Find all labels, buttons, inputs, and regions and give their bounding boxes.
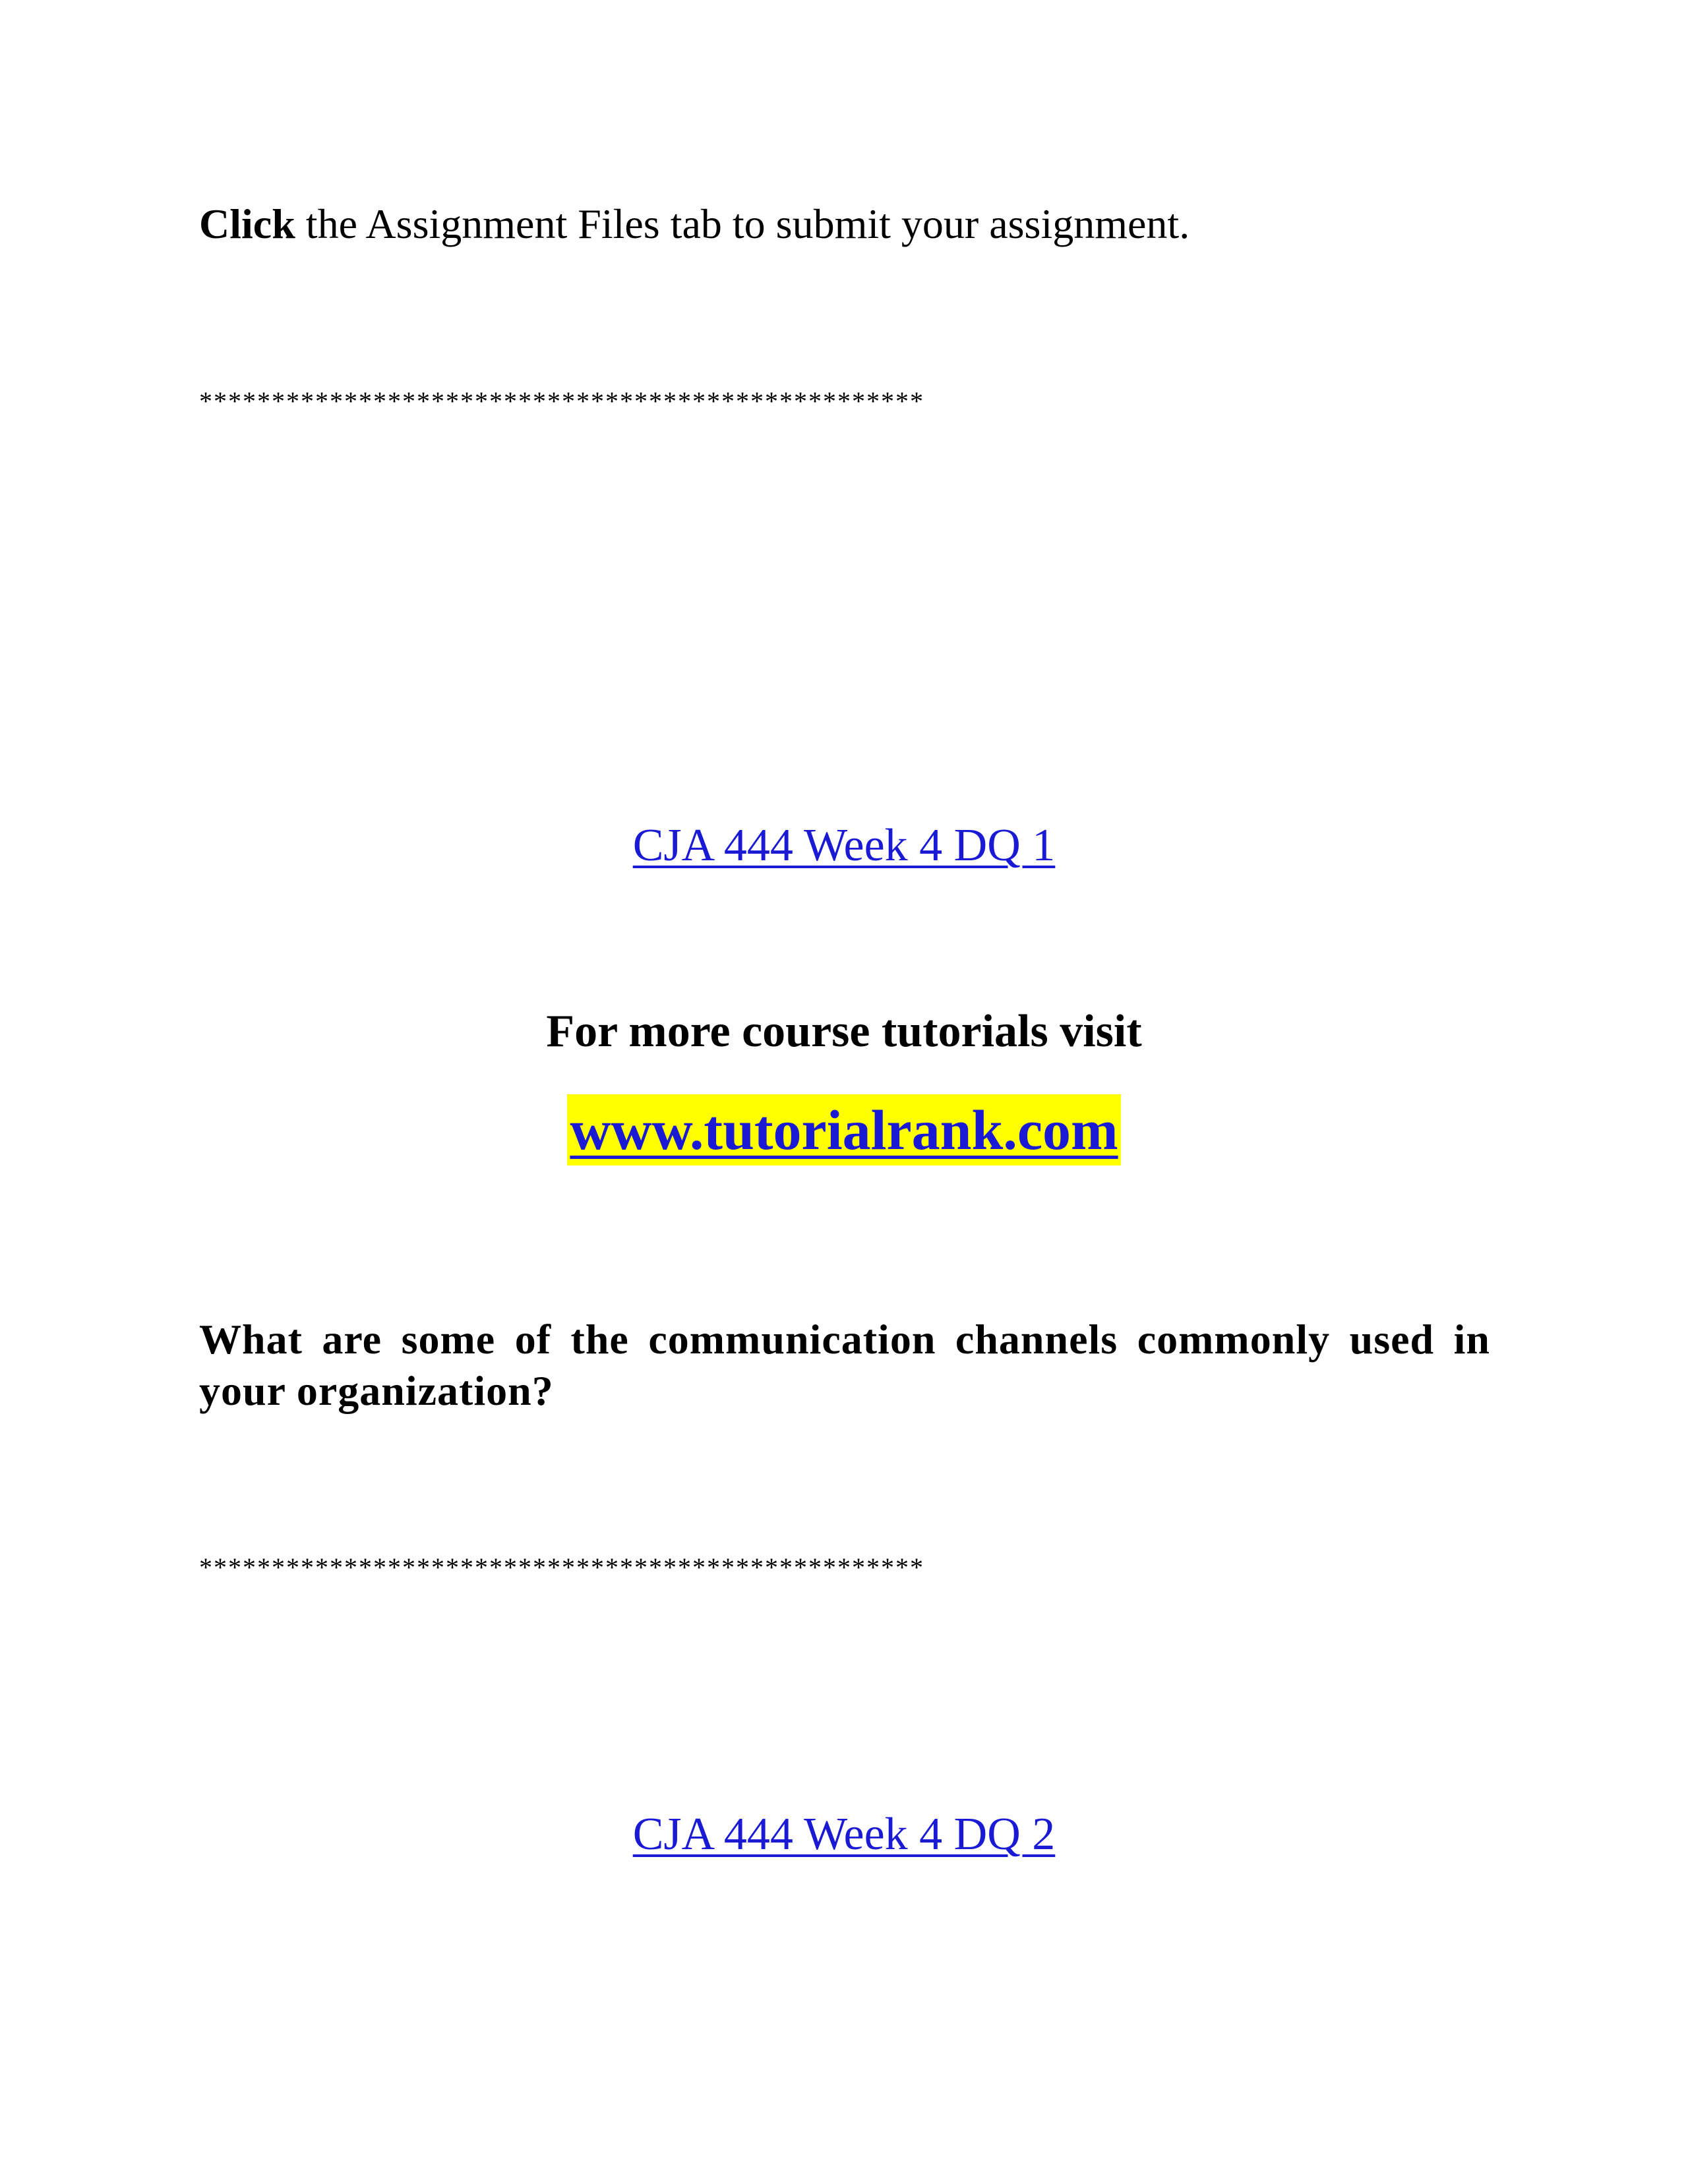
discussion-question: What are some of the communication channels commonly used in your organization? [199,1316,1490,1414]
course-link-dq2[interactable]: CJA 444 Week 4 DQ 2 [632,1809,1056,1860]
promo-text: For more course tutorials visit [546,1006,1142,1057]
link-row-dq1 [0,817,1688,874]
submit-instruction [199,198,1190,251]
site-link[interactable]: www.tutorialrank.com [567,1094,1120,1166]
instruction-bold-word: Click [199,200,295,247]
link-row-dq2 [0,1806,1688,1863]
site-link-row [0,1094,1688,1166]
separator-line-1: ************************************************** [199,386,924,416]
course-link-dq1[interactable]: CJA 444 Week 4 DQ 1 [632,820,1056,871]
instruction-text: the Assignment Files tab to submit your assignment. [295,200,1190,247]
separator-line-2: ************************************************** [199,1552,924,1582]
